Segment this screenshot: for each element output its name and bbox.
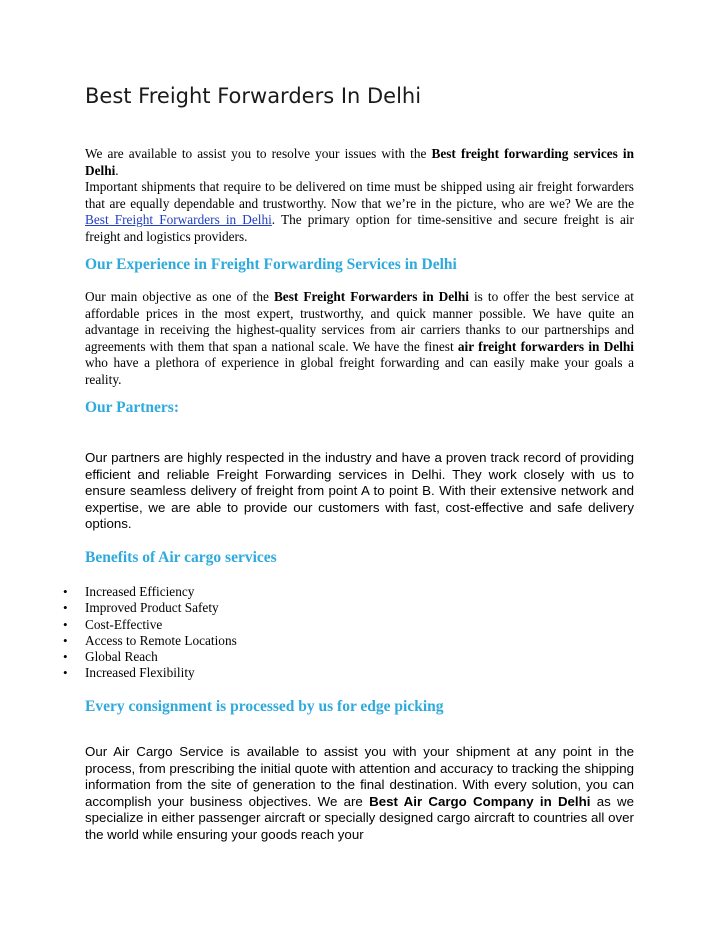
- list-item-label: Increased Flexibility: [85, 665, 195, 681]
- list-item-label: Improved Product Safety: [85, 600, 219, 616]
- consignment-paragraph: [85, 744, 634, 844]
- experience-bold-a: Best Freight Forwarders in Delhi: [273, 289, 469, 304]
- list-item: [63, 632, 237, 649]
- partners-paragraph: Our partners are highly respected in the industry and have a proven track record of providing efficient and reliable Freight Forwarding services in Delhi. They work closely with us to ensure seamless delivery of freight from point A to point B. With their extensive network and expertise, we are able to provide our customers with fast, cost-effective and safe delivery options.: [85, 450, 634, 532]
- list-item-label: Cost-Effective: [85, 616, 163, 632]
- intro-text-2-end: . The primary option for time-sensitive and secure freight is air freight and logistics providers.: [85, 212, 634, 244]
- bullet-icon: •: [63, 649, 68, 665]
- experience-text-a: Our main objective as one of the: [85, 289, 274, 304]
- consignment-text-a: Our Air Cargo Service is available to assist you with your shipment at any point in the process, from prescribing the initial quote with attention and accuracy to tracking the shipping information from the site of generation to the final destination. With every solution, you can accomplish your business objectives. We are: [85, 744, 634, 809]
- consignment-heading: Every consignment is processed by us for edge picking: [85, 698, 444, 715]
- intro-paragraph-2: [85, 179, 634, 245]
- list-item: [63, 600, 237, 616]
- bullet-icon: •: [63, 665, 68, 681]
- benefits-heading: Benefits of Air cargo services: [85, 549, 277, 566]
- partners-section: [85, 450, 634, 533]
- intro-text-2: Important shipments that require to be delivered on time must be shipped using air freight forwarders that are equally dependable and trustworthy. Now that we’re in the picture, who are we? We are the: [85, 179, 634, 211]
- bullet-icon: •: [63, 584, 68, 599]
- bullet-icon: •: [63, 600, 68, 616]
- intro-paragraph-1: [85, 146, 634, 179]
- list-item: [63, 649, 237, 665]
- experience-text-c: who have a plethora of experience in global freight forwarding and can easily make your goals a reality.: [85, 355, 634, 387]
- list-item-label: Access to Remote Locations: [85, 632, 237, 648]
- consignment-section: [85, 744, 634, 844]
- consignment-text-b: as we specialize in either passenger aircraft or specially designed cargo aircraft to countries all over the world while ensuring your goods reach your: [85, 793, 634, 842]
- list-item-label: Increased Efficiency: [85, 584, 195, 599]
- intro-section: [85, 146, 634, 245]
- list-item: [63, 584, 237, 600]
- benefits-list: [63, 584, 237, 682]
- consignment-bold-a: Best Air Cargo Company in Delhi: [369, 793, 591, 809]
- freight-forwarders-link[interactable]: Best Freight Forwarders in Delhi: [85, 212, 272, 227]
- experience-bold-b: air freight forwarders in Delhi: [457, 338, 635, 354]
- bullet-icon: •: [63, 616, 68, 632]
- experience-heading: Our Experience in Freight Forwarding Services in Delhi: [85, 256, 457, 273]
- list-item: [63, 616, 237, 633]
- partners-heading: Our Partners:: [85, 399, 179, 416]
- bullet-icon: •: [63, 632, 68, 648]
- intro-period: .: [115, 162, 119, 178]
- page-title: Best Freight Forwarders In Delhi: [85, 84, 422, 108]
- intro-bold-phrase: Best freight forwarding services in Delhi: [85, 146, 634, 178]
- experience-section: [85, 289, 634, 388]
- experience-text-b: is to offer the best service at affordable prices in the most expert, trustworthy, and quick manner possible. We have quite an advantage in receiving the highest-quality services from air carriers thanks to our partnerships and agreements with them that span a national scale. We have the finest: [85, 289, 634, 354]
- list-item: [63, 665, 237, 681]
- list-item-label: Global Reach: [85, 649, 158, 665]
- experience-paragraph: [85, 289, 634, 388]
- intro-text: We are available to assist you to resolve your issues with the: [85, 146, 432, 161]
